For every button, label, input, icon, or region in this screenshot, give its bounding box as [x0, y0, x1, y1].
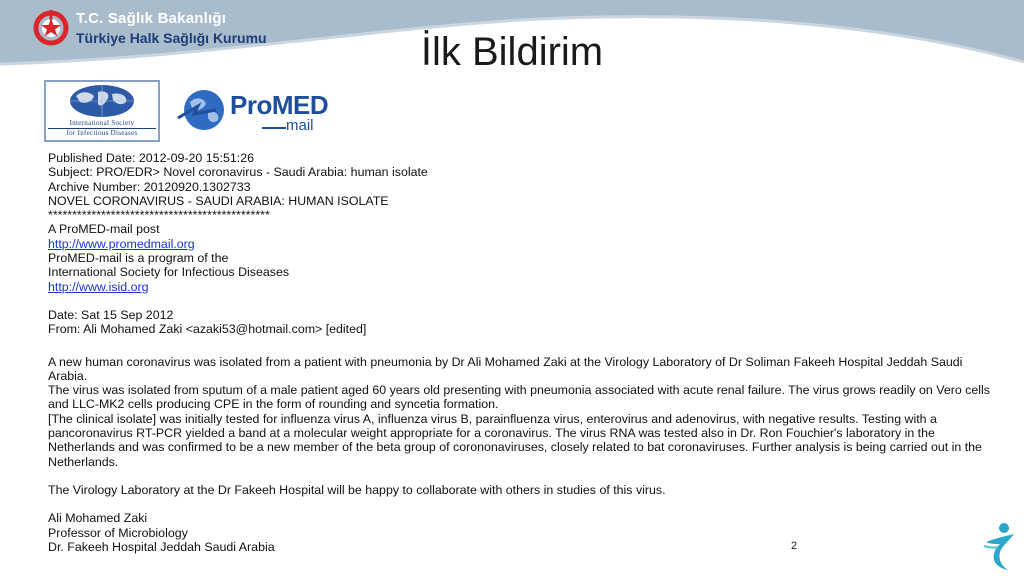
- program-line-1: ProMED-mail is a program of the: [48, 251, 229, 266]
- institute-name: Türkiye Halk Sağlığı Kurumu: [76, 30, 267, 46]
- subject-line: Subject: PRO/EDR> Novel coronavirus - Saudi Arabia: human isolate: [48, 165, 428, 180]
- paragraph-testing: [The clinical isolate] was initially tested for influenza virus A, influenza virus B, parainfluenza virus, enterovirus and adenovirus, with negative results. Testing with a pancoronavirus RT-PCR yielded a band at a molecular weight appropriate for a coronavirus. The virus RNA was tested also in Dr. Ron Fouchier's laboratory in the Netherlands and was confirmed to be a new member of the beta group of corononaviruses, closely related to bat coronaviruses. Further analysis is being carried out in the Netherlands.: [48, 411, 982, 469]
- slide-title: İlk Bildirim: [420, 30, 604, 74]
- program-line-2: International Society for Infectious Diseases: [48, 265, 290, 280]
- published-date: Published Date: 2012-09-20 15:51:26: [48, 151, 254, 165]
- ministry-name: T.C. Sağlık Bakanlığı: [76, 10, 227, 27]
- paragraph-collaboration: The Virology Laboratory at the Dr Fakeeh Hospital will be happy to collaborate with others in studies of this virus.: [48, 482, 666, 497]
- archive-number: Archive Number: 20120920.1302733: [48, 179, 251, 194]
- promedmail-link[interactable]: http://www.promedmail.org: [48, 236, 195, 251]
- post-headline: NOVEL CORONAVIRUS - SAUDI ARABIA: HUMAN ISOLATE: [48, 193, 389, 208]
- post-from: From: Ali Mohamed Zaki <azaki53@hotmail.com> [edited]: [48, 322, 367, 337]
- isid-globe-icon: [68, 84, 136, 118]
- isid-name-line1: International Society: [69, 119, 135, 127]
- isid-link[interactable]: http://www.isid.org: [48, 279, 149, 294]
- promed-wordmark: ProMED: [230, 90, 329, 120]
- paragraph-patient: The virus was isolated from sputum of a male patient aged 60 years old presenting with pneumonia associated with acute renal failure. The virus grows readily on Vero cells and LLC-MK2 cells producing CPE in the form of rounding and syncetia formation.: [48, 383, 990, 412]
- signature-title: Professor of Microbiology: [48, 525, 188, 540]
- post-label: A ProMED-mail post: [48, 222, 160, 237]
- signature-name: Ali Mohamed Zaki: [48, 511, 148, 526]
- post-body: [48, 151, 998, 554]
- isid-logo: [44, 80, 160, 142]
- signature-org: Dr. Fakeeh Hospital Jeddah Saudi Arabia: [48, 539, 275, 554]
- paragraph-isolation: A new human coronavirus was isolated from a patient with pneumonia by Dr Ali Mohamed Zaki at the Virology Laboratory of Dr Soliman Fakeeh Hospital Jeddah Saudi Arabia.: [48, 354, 963, 383]
- promed-logo: [176, 86, 346, 136]
- isid-name-line2: for Infectious Diseases: [66, 129, 138, 137]
- promed-mail-label: mail: [286, 117, 314, 134]
- corner-figure-icon: [982, 522, 1018, 572]
- post-date: Date: Sat 15 Sep 2012: [48, 307, 174, 322]
- separator-stars: **********************************************: [48, 208, 270, 223]
- promed-rule: [262, 127, 286, 129]
- promed-globe-icon: [176, 88, 228, 134]
- page-number: 2: [791, 540, 798, 552]
